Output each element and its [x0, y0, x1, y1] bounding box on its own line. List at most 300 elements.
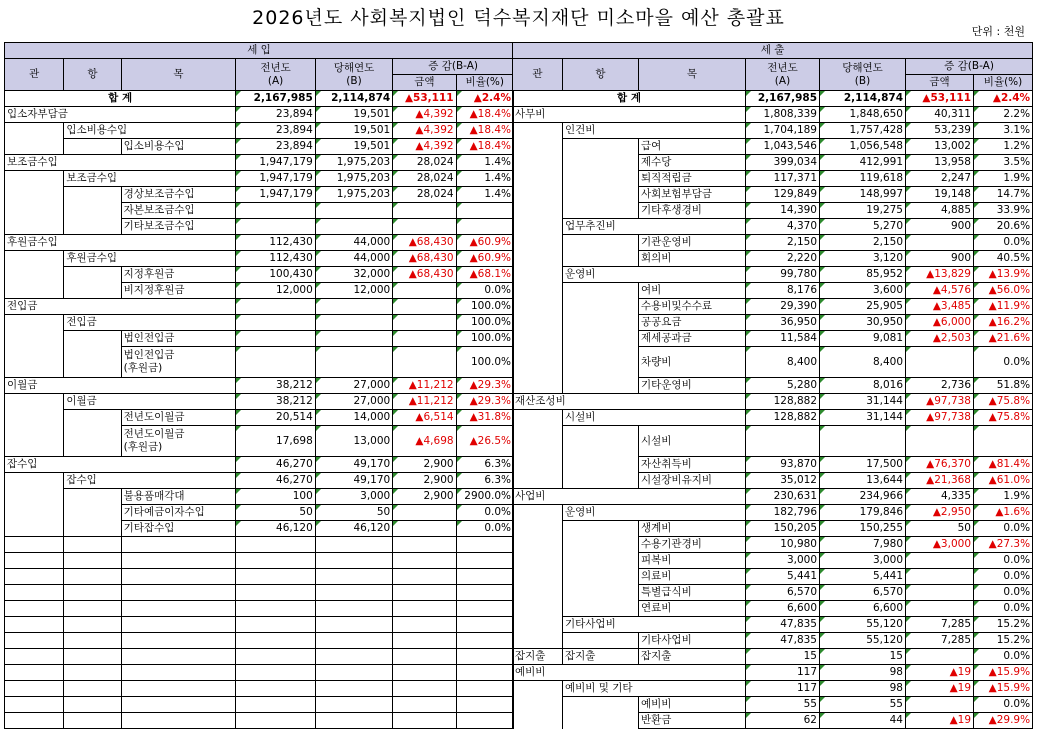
blank-cell [456, 681, 513, 697]
prev-year-value: 129,849 [746, 187, 820, 203]
revenue-row [5, 489, 514, 505]
revenue-row [5, 457, 514, 473]
expense-row [513, 681, 1033, 697]
col-diff: 증 감(B-A) [393, 59, 514, 75]
mok-label: 의료비 [639, 569, 746, 585]
hang-cell [563, 283, 639, 299]
diff-ratio: ▲60.9% [456, 235, 513, 251]
mok-label: 반환금 [639, 713, 746, 729]
current-year-value: 17,500 [820, 457, 906, 473]
blank-cell [456, 697, 513, 713]
blank-row [5, 617, 514, 633]
diff-ratio: 0.0% [974, 569, 1033, 585]
revenue-row [5, 219, 514, 235]
account-name-sub: (후원금) [123, 362, 163, 374]
current-year-value: 150,255 [820, 521, 906, 537]
revenue-header: 세 입 [5, 43, 514, 59]
gwan-cell [513, 601, 563, 617]
hang-cell [563, 569, 639, 585]
account-label [121, 283, 236, 299]
account-label [5, 299, 236, 315]
diff-amount: ▲4,576 [906, 283, 974, 299]
prev-year-value: 230,631 [746, 489, 820, 505]
blank-cell [393, 537, 456, 553]
blank-cell [393, 681, 456, 697]
current-year-value: 1,975,203 [315, 171, 392, 187]
blank-row [5, 681, 514, 697]
expense-row [513, 521, 1033, 537]
prev-year-value: 46,120 [236, 521, 315, 537]
account-label [5, 378, 236, 394]
indent-cell [64, 283, 121, 299]
diff-amount: ▲2,950 [906, 505, 974, 521]
diff-ratio: ▲68.1% [456, 267, 513, 283]
diff-amount [393, 505, 456, 521]
revenue-row [5, 331, 514, 347]
diff-amount [393, 331, 456, 347]
account-label [121, 505, 236, 521]
blank-cell [315, 665, 392, 681]
current-year-value: 19,501 [315, 139, 392, 155]
diff-amount: 900 [906, 251, 974, 267]
diff-amount: ▲19 [906, 713, 974, 729]
indent-cell [513, 219, 563, 235]
blank-cell [456, 665, 513, 681]
diff-ratio: 0.0% [974, 521, 1033, 537]
diff-ratio: 0.0% [456, 283, 513, 299]
col-curr: 당해연도 (B) [820, 59, 906, 91]
diff-amount: 50 [906, 521, 974, 537]
blank-row [5, 665, 514, 681]
current-year-value: 1,848,650 [820, 107, 906, 123]
diff-ratio: 51.8% [974, 378, 1033, 394]
expense-row [513, 601, 1033, 617]
hang-cell [563, 473, 639, 489]
diff-amount [393, 299, 456, 315]
col-curr: 당해연도 (B) [315, 59, 392, 91]
blank-cell [315, 713, 392, 729]
current-year-value: 412,991 [820, 155, 906, 171]
current-year-value: 13,000 [315, 426, 392, 457]
hang-label: 운영비 [563, 267, 746, 283]
hang-cell [563, 601, 639, 617]
prev-year-value: 93,870 [746, 457, 820, 473]
prev-year-value: 1,947,179 [236, 171, 315, 187]
blank-cell [121, 633, 236, 649]
indent-cell [5, 426, 64, 457]
revenue-row [5, 505, 514, 521]
diff-ratio: 20.6% [974, 219, 1033, 235]
current-year-value: 98 [820, 681, 906, 697]
expense-row [513, 697, 1033, 713]
expense-row [513, 235, 1033, 251]
indent-cell [5, 347, 64, 378]
page-title: 2026년도 사회복지법인 덕수복지재단 미소마을 예산 총괄표 [252, 7, 785, 29]
indent-cell [5, 187, 64, 203]
current-year-value [315, 299, 392, 315]
mok-label: 수용기관경비 [639, 537, 746, 553]
prev-year-value: 100,430 [236, 267, 315, 283]
expense-row [513, 553, 1033, 569]
gwan-cell [513, 331, 563, 347]
current-year-value: 3,120 [820, 251, 906, 267]
current-year-value: 50 [315, 505, 392, 521]
expense-row [513, 155, 1033, 171]
blank-cell [236, 553, 315, 569]
revenue-row [5, 187, 514, 203]
account-label [64, 315, 236, 331]
mok-label: 연료비 [639, 601, 746, 617]
account-name: 입소자부담금 [7, 108, 68, 120]
hang-label: 업무추진비 [563, 219, 746, 235]
prev-year-value: 3,000 [746, 553, 820, 569]
prev-year-value: 62 [746, 713, 820, 729]
prev-year-value: 5,441 [746, 569, 820, 585]
prev-year-value: 1,043,546 [746, 139, 820, 155]
prev-year-value [746, 426, 820, 457]
diff-amount: ▲68,430 [393, 251, 456, 267]
current-year-value: 49,170 [315, 457, 392, 473]
diff-amount: 13,958 [906, 155, 974, 171]
account-label [121, 410, 236, 426]
diff-ratio: 14.7% [974, 187, 1033, 203]
prev-year-value: 50 [236, 505, 315, 521]
blank-cell [315, 585, 392, 601]
prev-year-value: 1,808,339 [746, 107, 820, 123]
diff-ratio: ▲29.3% [456, 378, 513, 394]
hang-cell [563, 235, 639, 251]
prev-year-value: 117 [746, 681, 820, 697]
revenue-row [5, 426, 514, 457]
hang-cell [563, 139, 639, 155]
blank-cell [236, 633, 315, 649]
diff-ratio: 15.2% [974, 617, 1033, 633]
expense-row [513, 203, 1033, 219]
diff-ratio: 0.0% [974, 697, 1033, 713]
current-year-value: 49,170 [315, 473, 392, 489]
blank-cell [393, 649, 456, 665]
blank-row [5, 601, 514, 617]
hang-cell [563, 426, 639, 457]
indent-cell [64, 267, 121, 283]
expense-row [513, 378, 1033, 394]
indent-cell [64, 505, 121, 521]
account-name: 잡수입 [66, 474, 97, 486]
expense-row [513, 187, 1033, 203]
diff-ratio: ▲75.8% [974, 410, 1033, 426]
current-year-value: 3,600 [820, 283, 906, 299]
prev-year-value: 2,167,985 [236, 91, 315, 107]
diff-amount: ▲97,738 [906, 410, 974, 426]
diff-ratio: 1.9% [974, 171, 1033, 187]
blank-cell [5, 681, 64, 697]
indent-cell [64, 187, 121, 203]
diff-amount: ▲76,370 [906, 457, 974, 473]
blank-cell [121, 601, 236, 617]
expense-row [513, 617, 1033, 633]
indent-cell [64, 521, 121, 537]
current-year-value: 5,441 [820, 569, 906, 585]
expense-row [513, 315, 1033, 331]
blank-cell [456, 569, 513, 585]
revenue-row [5, 107, 514, 123]
blank-cell [5, 649, 64, 665]
prev-year-value: 1,947,179 [236, 187, 315, 203]
indent-cell [64, 331, 121, 347]
account-name: 입소비용수입 [66, 124, 128, 136]
prev-year-value: 100 [236, 489, 315, 505]
diff-amount [906, 553, 974, 569]
diff-amount: ▲4,698 [393, 426, 456, 457]
blank-cell [236, 665, 315, 681]
prev-year-value: 29,390 [746, 299, 820, 315]
indent-cell [5, 171, 64, 187]
hang-cell [563, 537, 639, 553]
hang-cell [563, 713, 639, 729]
diff-amount: ▲2,503 [906, 331, 974, 347]
diff-amount: ▲11,212 [393, 394, 456, 410]
diff-ratio: ▲18.4% [456, 107, 513, 123]
blank-cell [121, 569, 236, 585]
prev-year-value [236, 299, 315, 315]
blank-cell [315, 633, 392, 649]
indent-cell [64, 410, 121, 426]
mok-label: 회의비 [639, 251, 746, 267]
blank-cell [456, 617, 513, 633]
diff-ratio: ▲18.4% [456, 139, 513, 155]
gwan-label: 사업비 [513, 489, 746, 505]
account-name: 전입금 [7, 300, 38, 312]
current-year-value: 55,120 [820, 633, 906, 649]
blank-row [5, 633, 514, 649]
hang-cell [563, 171, 639, 187]
current-year-value: 30,950 [820, 315, 906, 331]
mok-label: 생계비 [639, 521, 746, 537]
current-year-value: 5,270 [820, 219, 906, 235]
diff-ratio [456, 203, 513, 219]
expense-row [513, 283, 1033, 299]
gwan-cell [513, 473, 563, 489]
diff-ratio: ▲27.3% [974, 537, 1033, 553]
diff-amount: 2,736 [906, 378, 974, 394]
diff-ratio: ▲15.9% [974, 681, 1033, 697]
blank-cell [236, 537, 315, 553]
diff-amount: 7,285 [906, 633, 974, 649]
gwan-cell [513, 203, 563, 219]
current-year-value: 31,144 [820, 410, 906, 426]
account-name: 전입금 [66, 316, 97, 328]
current-year-value: 6,600 [820, 601, 906, 617]
blank-cell [121, 553, 236, 569]
diff-ratio: 100.0% [456, 331, 513, 347]
blank-cell [64, 649, 121, 665]
blank-row [5, 697, 514, 713]
prev-year-value [236, 315, 315, 331]
blank-cell [315, 681, 392, 697]
diff-ratio: 3.5% [974, 155, 1033, 171]
current-year-value: 1,975,203 [315, 155, 392, 171]
current-year-value: 15 [820, 649, 906, 665]
gwan-cell [513, 299, 563, 315]
gwan-cell [513, 713, 563, 729]
diff-amount: 2,900 [393, 473, 456, 489]
blank-cell [393, 617, 456, 633]
diff-amount: ▲53,111 [393, 91, 456, 107]
diff-amount: 40,311 [906, 107, 974, 123]
prev-year-value: 47,835 [746, 633, 820, 649]
revenue-row [5, 299, 514, 315]
prev-year-value: 15 [746, 649, 820, 665]
blank-cell [5, 665, 64, 681]
current-year-value: 8,400 [820, 347, 906, 378]
expense-row [513, 457, 1033, 473]
diff-amount: ▲97,738 [906, 394, 974, 410]
gwan-cell [513, 537, 563, 553]
prev-year-value: 6,600 [746, 601, 820, 617]
prev-year-value: 5,280 [746, 378, 820, 394]
col-ratio: 비율(%) [456, 75, 513, 91]
diff-ratio: ▲29.9% [974, 713, 1033, 729]
blank-cell [64, 585, 121, 601]
gwan-label: 재산조성비 [513, 394, 746, 410]
blank-cell [393, 713, 456, 729]
account-label [121, 331, 236, 347]
current-year-value: 148,997 [820, 187, 906, 203]
expense-row [513, 219, 1033, 235]
current-year-value: 55,120 [820, 617, 906, 633]
hang-cell [563, 697, 639, 713]
prev-year-value: 2,150 [746, 235, 820, 251]
current-year-value: 31,144 [820, 394, 906, 410]
account-name: 법인전입금 [123, 332, 175, 344]
diff-ratio: ▲61.0% [974, 473, 1033, 489]
blank-cell [64, 713, 121, 729]
account-name: 기타보조금수입 [123, 220, 195, 232]
mok-label: 제세공과금 [639, 331, 746, 347]
diff-amount: 4,335 [906, 489, 974, 505]
diff-amount: 19,148 [906, 187, 974, 203]
blank-cell [236, 601, 315, 617]
mok-label: 예비비 [639, 697, 746, 713]
total-label: 합 계 [513, 91, 746, 107]
revenue-rows [5, 91, 514, 729]
diff-ratio: ▲1.6% [974, 505, 1033, 521]
hang-cell [563, 553, 639, 569]
account-label [121, 426, 236, 457]
revenue-row [5, 155, 514, 171]
current-year-value: 9,081 [820, 331, 906, 347]
blank-cell [456, 649, 513, 665]
diff-ratio: 3.1% [974, 123, 1033, 139]
mok-label: 피복비 [639, 553, 746, 569]
diff-amount [906, 697, 974, 713]
diff-ratio: 2.2% [974, 107, 1033, 123]
blank-cell [315, 697, 392, 713]
gwan-cell [513, 315, 563, 331]
prev-year-value [236, 203, 315, 219]
mok-label: 수용비및수수료 [639, 299, 746, 315]
current-year-value: 27,000 [315, 378, 392, 394]
current-year-value: 44 [820, 713, 906, 729]
diff-ratio: ▲29.3% [456, 394, 513, 410]
current-year-value: 179,846 [820, 505, 906, 521]
diff-amount: ▲68,430 [393, 235, 456, 251]
expense-header: 세 출 [513, 43, 1033, 59]
diff-amount: ▲6,514 [393, 410, 456, 426]
mok-label: 시설비 [639, 426, 746, 457]
revenue-row [5, 521, 514, 537]
mok-label: 사회보험부담금 [639, 187, 746, 203]
hang-cell [563, 155, 639, 171]
blank-cell [393, 601, 456, 617]
expense-row [513, 394, 1033, 410]
expense-table [512, 42, 1033, 729]
prev-year-value: 8,400 [746, 347, 820, 378]
prev-year-value: 117,371 [746, 171, 820, 187]
hang-cell [563, 378, 639, 394]
prev-year-value: 2,167,985 [746, 91, 820, 107]
prev-year-value: 182,796 [746, 505, 820, 521]
hang-cell [563, 331, 639, 347]
diff-ratio: 1.9% [974, 489, 1033, 505]
revenue-row [5, 203, 514, 219]
indent-cell [513, 505, 563, 521]
hang-cell [563, 585, 639, 601]
account-name: 보조금수입 [7, 156, 58, 168]
blank-cell [121, 649, 236, 665]
diff-ratio: ▲2.4% [456, 91, 513, 107]
diff-ratio: ▲13.9% [974, 267, 1033, 283]
gwan-cell [513, 378, 563, 394]
prev-year-value: 47,835 [746, 617, 820, 633]
revenue-row [5, 139, 514, 155]
indent-cell [5, 315, 64, 331]
blank-row [5, 537, 514, 553]
blank-cell [236, 585, 315, 601]
mok-label: 자산취득비 [639, 457, 746, 473]
current-year-value [315, 315, 392, 331]
diff-ratio: 0.0% [974, 601, 1033, 617]
diff-ratio: ▲18.4% [456, 123, 513, 139]
account-name: 전년도이월금 [123, 411, 185, 423]
col-amount: 금액 [393, 75, 456, 91]
current-year-value: 1,056,548 [820, 139, 906, 155]
account-label [121, 219, 236, 235]
diff-amount: 53,239 [906, 123, 974, 139]
gwan-cell [513, 283, 563, 299]
col-gwan: 관 [5, 59, 64, 91]
blank-cell [5, 553, 64, 569]
diff-ratio: 15.2% [974, 633, 1033, 649]
diff-ratio: 2900.0% [456, 489, 513, 505]
indent-cell [64, 426, 121, 457]
indent-cell [513, 123, 563, 139]
expense-rows [513, 91, 1033, 729]
revenue-row [5, 91, 514, 107]
expense-row [513, 537, 1033, 553]
blank-cell [64, 665, 121, 681]
diff-amount [906, 649, 974, 665]
blank-cell [5, 601, 64, 617]
mok-label: 기타사업비 [639, 633, 746, 649]
revenue-row [5, 347, 514, 378]
blank-cell [315, 617, 392, 633]
prev-year-value: 117 [746, 665, 820, 681]
blank-cell [121, 713, 236, 729]
diff-ratio: 6.3% [456, 473, 513, 489]
hang-cell [563, 347, 639, 378]
account-label [64, 394, 236, 410]
